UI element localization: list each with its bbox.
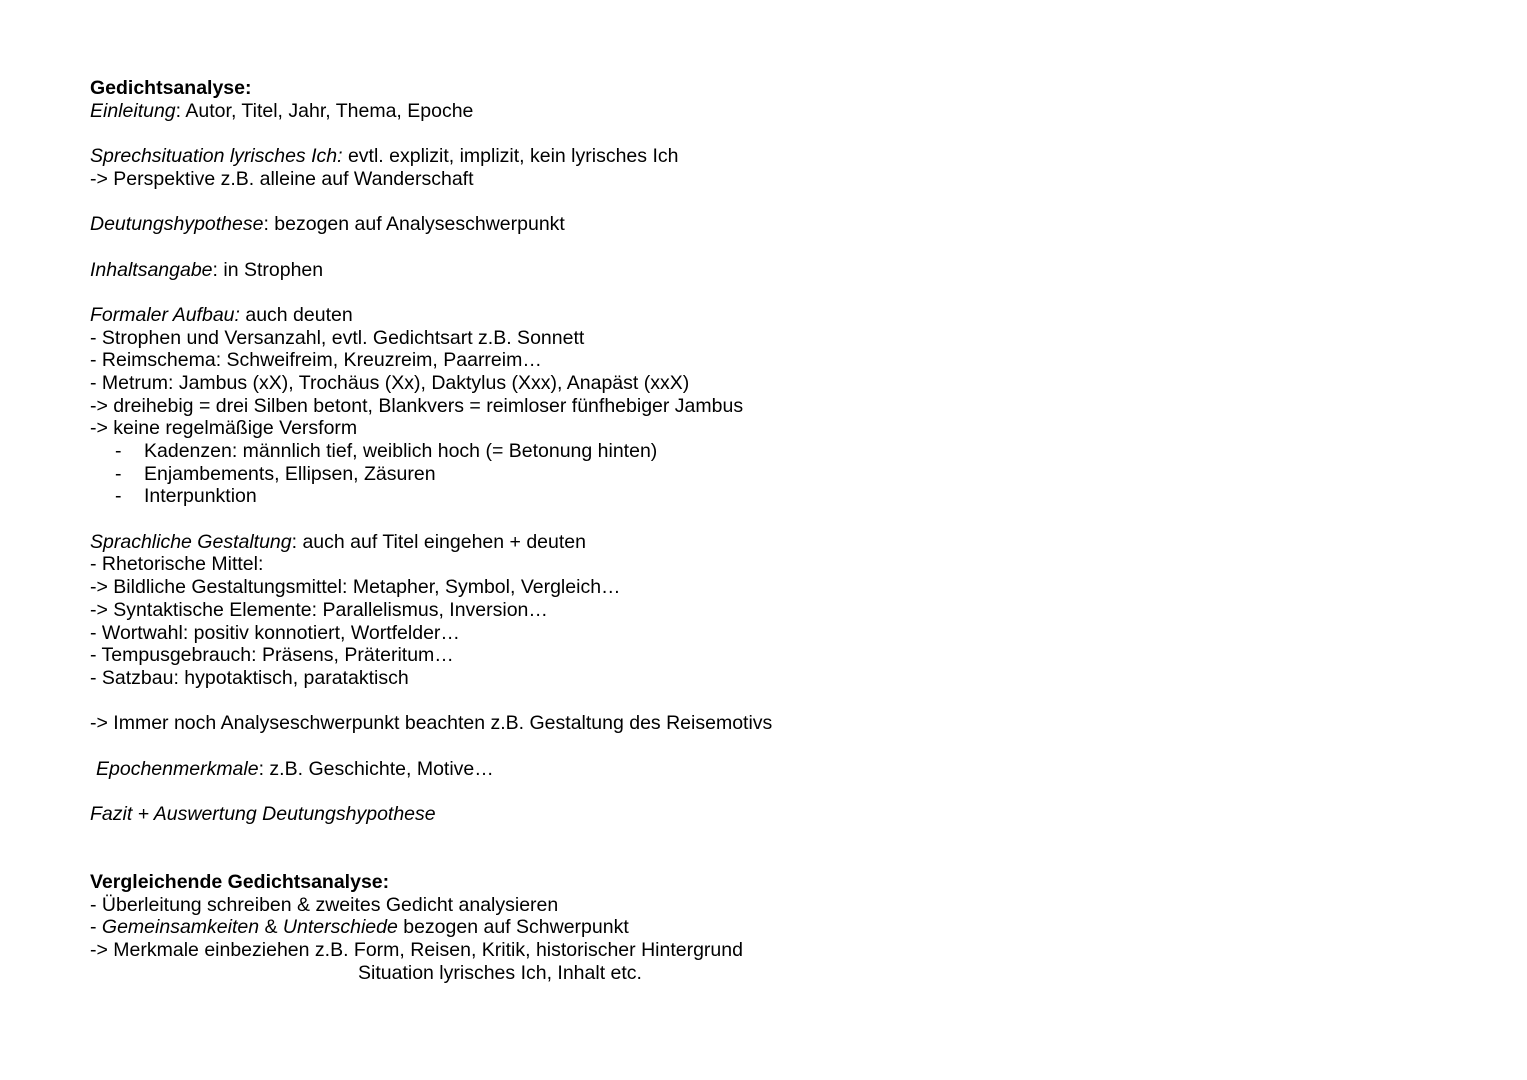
spacer — [90, 190, 1490, 213]
vergleich-suffix: bezogen auf Schwerpunkt — [397, 916, 629, 939]
reminder-line: -> Immer noch Analyseschwerpunkt beachten z.B. Gestaltung des Reisemotivs — [90, 712, 773, 735]
sprach-list-item: -> Bildliche Gestaltungsmittel: Metapher, Symbol, Vergleich… — [90, 576, 621, 599]
einleitung-line — [90, 100, 1490, 123]
spacer — [90, 508, 1490, 531]
formaler-aufbau-text: auch deuten — [239, 303, 353, 326]
spacer — [90, 735, 1490, 758]
formal-sub-text: Interpunktion — [144, 485, 257, 508]
formaler-aufbau-label: Formaler Aufbau: — [90, 303, 240, 326]
sprach-list-item: - Rhetorische Mittel: — [90, 553, 264, 576]
ampersand: & — [259, 916, 283, 939]
sprachliche-gestaltung-label: Sprachliche Gestaltung — [90, 530, 292, 553]
inhaltsangabe-label: Inhaltsangabe — [90, 258, 213, 281]
einleitung-label: Einleitung — [90, 99, 176, 122]
sprechsituation-line — [90, 145, 1490, 168]
formal-sub-item — [90, 463, 1490, 486]
formaler-aufbau-line — [90, 304, 1490, 327]
deutungshypothese-text: : bezogen auf Analyseschwerpunkt — [263, 213, 565, 236]
sprechsituation-label: Sprechsituation lyrisches Ich: — [90, 145, 343, 168]
formal-sub-text: Enjambements, Ellipsen, Zäsuren — [144, 462, 436, 485]
deutungshypothese-line — [90, 213, 1490, 236]
sprachliche-gestaltung-text: : auch auf Titel eingehen + deuten — [291, 530, 586, 553]
vergleich-list-item: - Überleitung schreiben & zweites Gedicht analysieren — [90, 893, 559, 916]
sprach-list-item: -> Syntaktische Elemente: Parallelismus, Inversion… — [90, 598, 548, 621]
formal-list-item: - Reimschema: Schweifreim, Kreuzreim, Paarreim… — [90, 349, 542, 372]
bullet-dash: - — [115, 440, 122, 462]
spacer — [90, 122, 1490, 145]
spacer — [90, 690, 1490, 713]
formal-sub-text: Kadenzen: männlich tief, weiblich hoch (= Betonung hinten) — [144, 440, 658, 462]
formal-list-item: -> dreihebig = drei Silben betont, Blankvers = reimloser fünfhebiger Jambus — [90, 394, 744, 417]
fazit-line: Fazit + Auswertung Deutungshypothese — [90, 803, 436, 825]
document-page — [90, 77, 1490, 985]
bullet-dash: - — [115, 485, 122, 508]
formal-list-item: -> keine regelmäßige Versform — [90, 417, 358, 440]
vergleich-continuation: Situation lyrisches Ich, Inhalt etc. — [358, 961, 642, 984]
spacer — [90, 281, 1490, 304]
section-title-gedichtsanalyse: Gedichtsanalyse: — [90, 77, 252, 99]
epochenmerkmale-line — [90, 758, 1490, 781]
formal-list-item: - Strophen und Versanzahl, evtl. Gedichtsart z.B. Sonnett — [90, 326, 585, 349]
epochenmerkmale-label: Epochenmerkmale — [96, 757, 259, 780]
perspektive-line: -> Perspektive z.B. alleine auf Wanderschaft — [90, 167, 474, 190]
sprechsituation-text: evtl. explizit, implizit, kein lyrisches Ich — [342, 145, 679, 168]
spacer — [90, 236, 1490, 259]
deutungshypothese-label: Deutungshypothese — [90, 213, 264, 236]
vergleich-list-item: -> Merkmale einbeziehen z.B. Form, Reisen, Kritik, historischer Hintergrund — [90, 939, 743, 962]
sprach-list-item: - Satzbau: hypotaktisch, parataktisch — [90, 666, 409, 689]
unterschiede-label: Unterschiede — [282, 916, 398, 939]
section-title-vergleichende: Vergleichende Gedichtsanalyse: — [90, 871, 390, 894]
formal-sub-item — [90, 485, 1490, 508]
einleitung-text: : Autor, Titel, Jahr, Thema, Epoche — [175, 99, 474, 122]
gemeinsamkeiten-label: Gemeinsamkeiten — [101, 916, 260, 939]
epochenmerkmale-text: : z.B. Geschichte, Motive… — [258, 757, 494, 780]
formal-list-item: - Metrum: Jambus (xX), Trochäus (Xx), Daktylus (Xxx), Anapäst (xxX) — [90, 371, 690, 394]
inhaltsangabe-text: : in Strophen — [212, 258, 324, 281]
sprach-list-item: - Wortwahl: positiv konnotiert, Wortfelder… — [90, 621, 460, 644]
spacer — [90, 848, 1490, 871]
spacer — [90, 826, 1490, 849]
bullet-dash: - — [115, 462, 122, 485]
vergleich-list-item — [90, 916, 1490, 939]
formal-sub-item — [90, 440, 1490, 463]
vergleich-prefix: - — [90, 916, 102, 939]
inhaltsangabe-line — [90, 259, 1490, 282]
sprachliche-gestaltung-line — [90, 531, 1490, 554]
spacer — [90, 780, 1490, 803]
sprach-list-item: - Tempusgebrauch: Präsens, Präteritum… — [90, 644, 454, 667]
